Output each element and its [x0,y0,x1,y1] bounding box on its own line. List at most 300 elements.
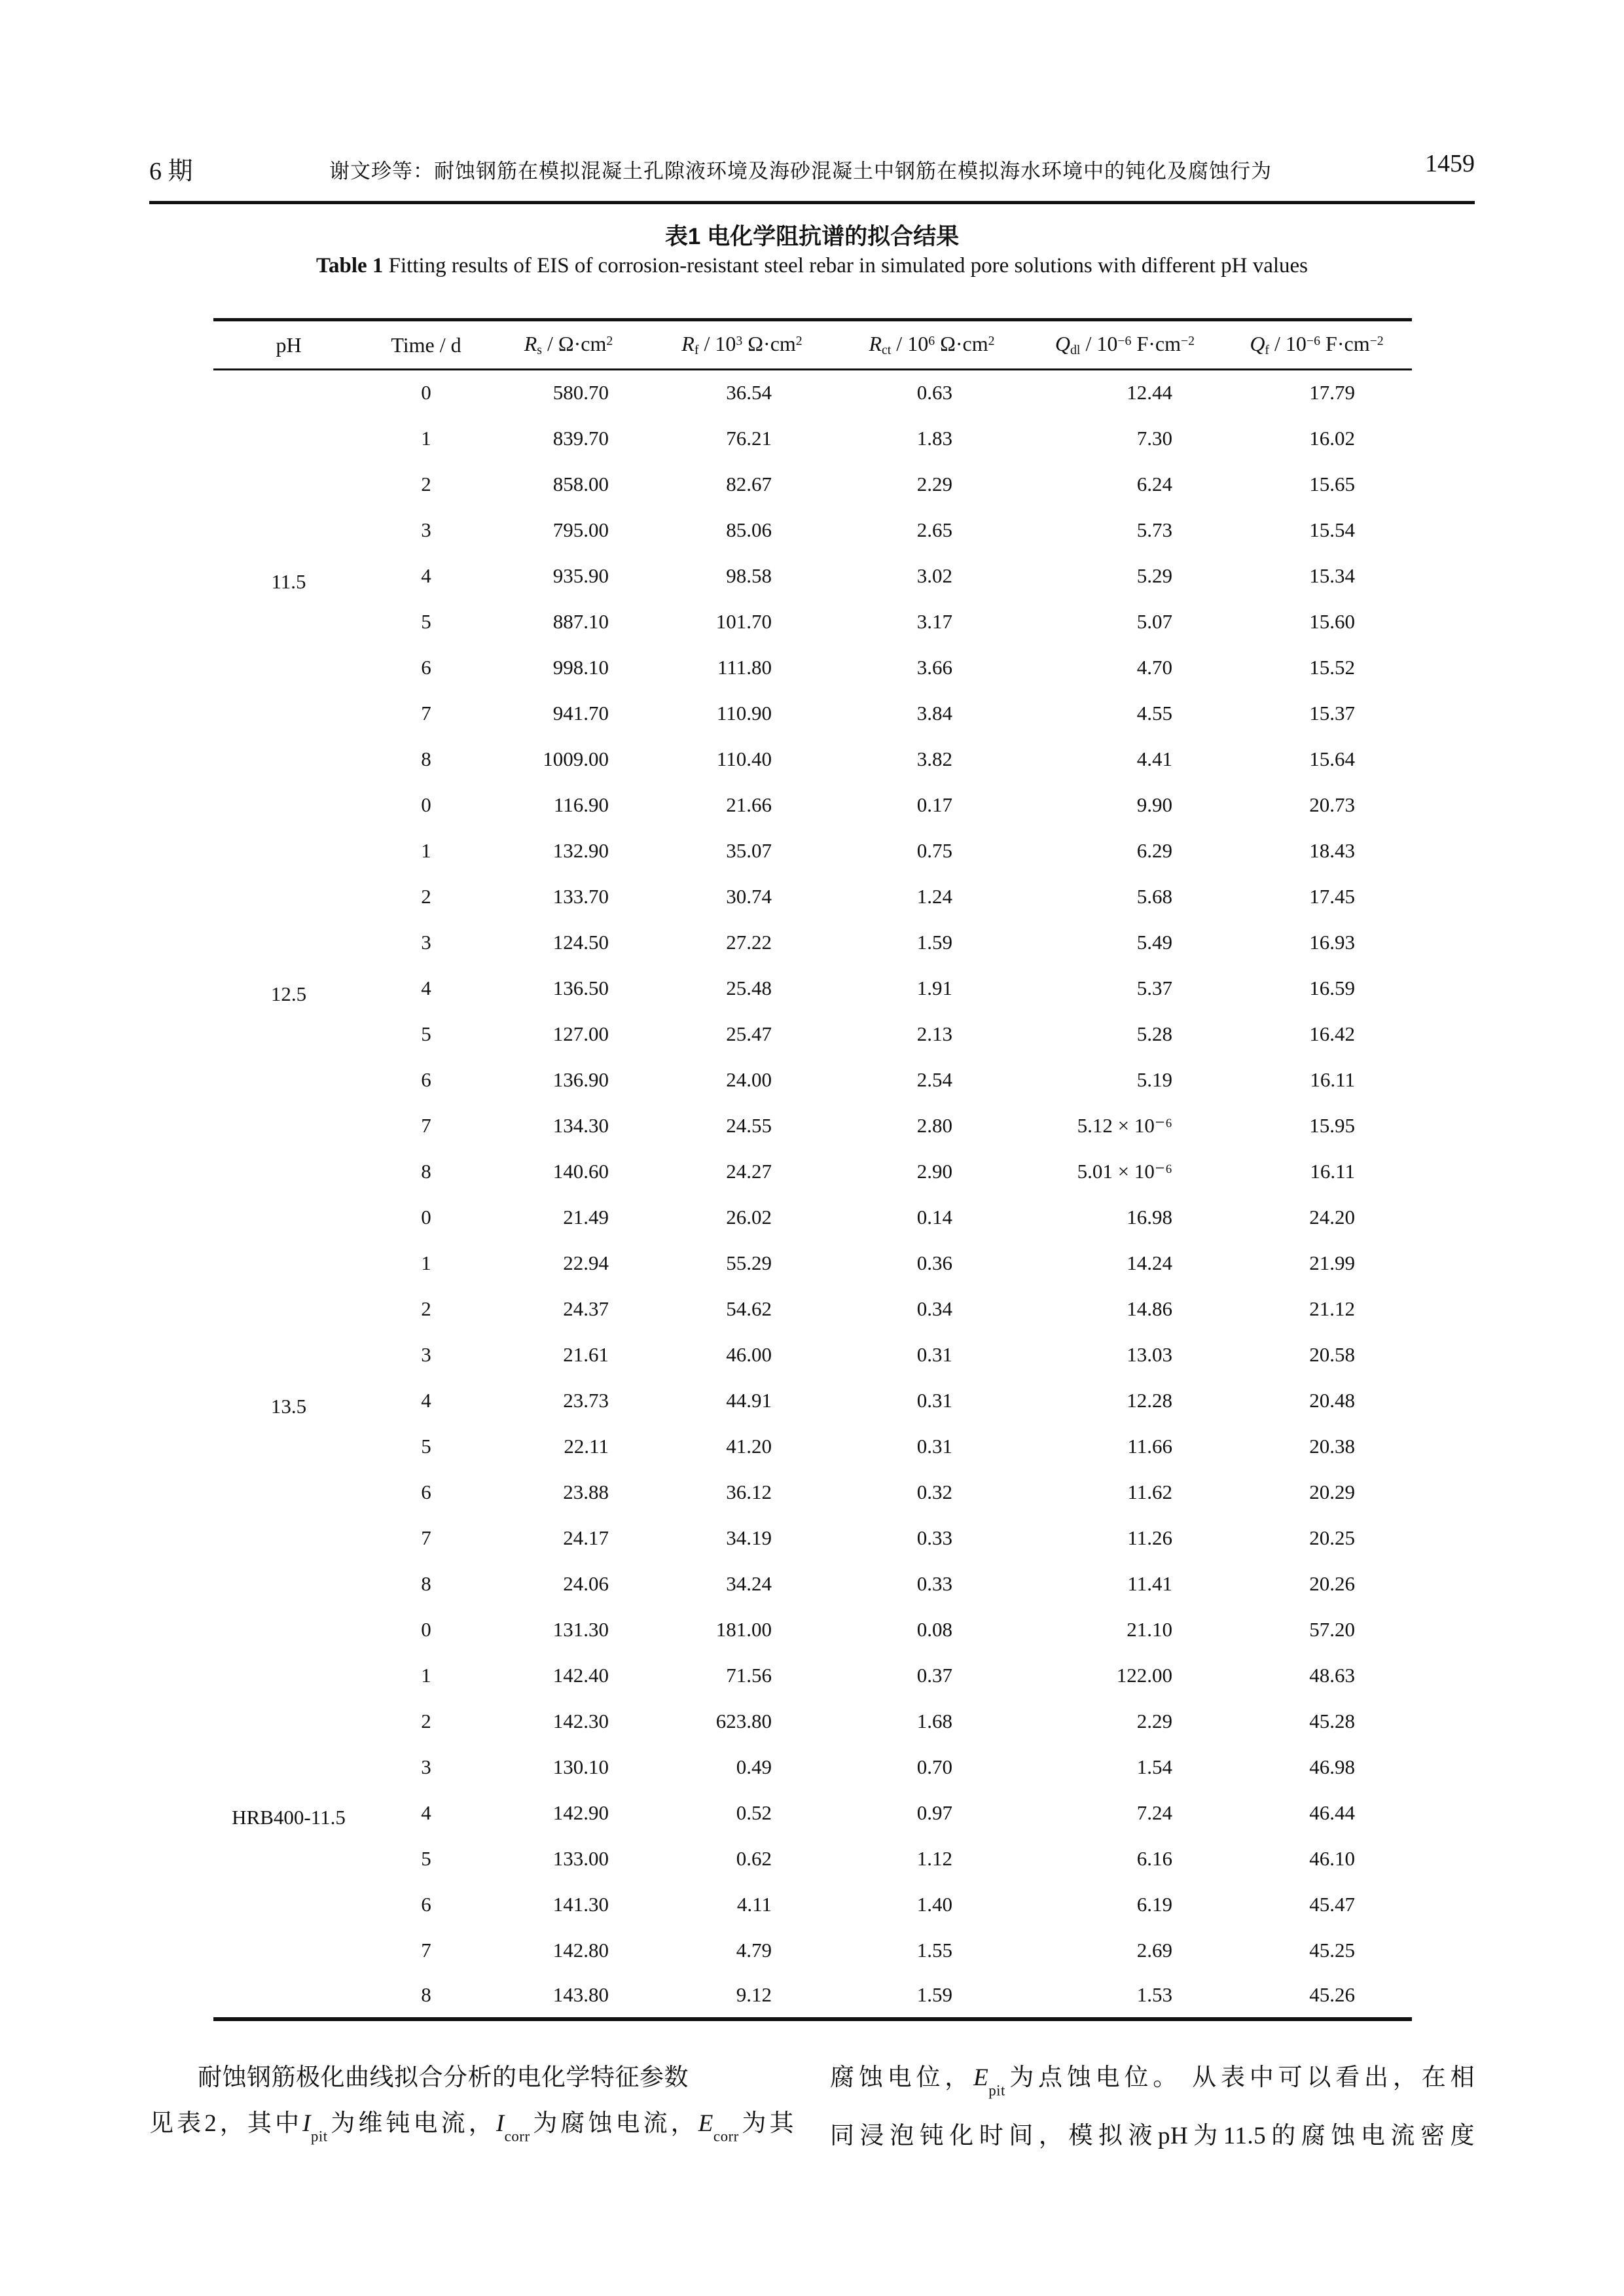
table-caption-en [0,254,1624,278]
value-cell: 1.24 [916,884,952,908]
value-cell: 0.31 [916,1434,952,1458]
time-cell: 2 [421,884,431,908]
text-segment: F·cm [1131,331,1181,355]
value-cell: 5.19 [1136,1067,1172,1091]
value-cell: 0.37 [916,1663,952,1687]
value-cell: 122.00 [1116,1663,1172,1687]
value-cell: 35.07 [726,838,772,862]
time-cell: 1 [421,838,431,862]
col-header-rs [488,320,649,370]
table-row [213,645,1412,691]
value-cell: 27.22 [726,930,772,954]
value-cell: 41.20 [726,1434,772,1458]
value-cell: 4.11 [736,1892,772,1916]
time-cell: 6 [421,1480,431,1503]
value-cell: 142.80 [552,1938,609,1962]
value-cell: 1.59 [916,1983,952,2006]
value-cell: 45.47 [1309,1892,1355,1916]
value-cell: 0.33 [916,1571,952,1595]
value-cell: 143.80 [552,1983,609,2006]
value-cell: 140.60 [552,1159,609,1183]
text-segment: R [869,331,882,355]
value-cell: 6.19 [1136,1892,1172,1916]
text-segment: 为维钝电流， [327,2110,496,2137]
value-cell: 71.56 [726,1663,772,1687]
time-cell: 8 [421,747,431,770]
value-cell: 2.69 [1136,1938,1172,1962]
value-cell: 0.97 [916,1801,952,1824]
value-cell: 18.43 [1309,838,1355,862]
text-segment: pH [276,332,302,357]
table-row [213,1561,1412,1607]
table-row [213,1469,1412,1515]
value-cell: 941.70 [552,701,609,725]
table-body [213,370,1412,2019]
text-segment: f [1265,343,1270,358]
value-cell: 4.41 [1136,747,1172,770]
value-cell: 7.30 [1136,426,1172,450]
value-cell: 15.65 [1309,472,1355,495]
time-cell: 4 [421,1801,431,1824]
table-row [213,1240,1412,1286]
time-cell: 0 [421,381,431,404]
time-cell: 3 [421,1755,431,1778]
table-row [213,1424,1412,1469]
value-cell: 12.44 [1127,381,1172,404]
table-row [213,370,1412,416]
value-cell: 9.12 [736,1983,772,2006]
time-cell: 8 [421,1983,431,2006]
value-cell: 111.80 [717,655,772,679]
value-cell: 858.00 [552,472,609,495]
time-cell: 7 [421,1938,431,1962]
value-cell: 124.50 [552,930,609,954]
text-segment: −6 [1117,333,1132,348]
value-cell: 110.40 [716,747,772,770]
value-cell: 46.10 [1309,1846,1355,1870]
text-segment: 6 [928,333,935,348]
table-row [213,1607,1412,1653]
value-cell: 1.55 [916,1938,952,1962]
value-cell: 4.79 [736,1938,772,1962]
text-segment: −2 [1180,333,1195,348]
value-cell: 0.52 [736,1801,772,1824]
ph-group-label: HRB400-11.5 [232,1806,346,1829]
time-cell: 1 [421,426,431,450]
text-segment: Q [1055,331,1070,355]
value-cell: 48.63 [1309,1663,1355,1687]
table-row [213,1103,1412,1149]
text-segment: 为其 [738,2110,795,2137]
text-segment: 3 [736,333,743,348]
value-cell: 98.58 [726,564,772,587]
eis-fitting-table [213,318,1412,2021]
table-row [213,920,1412,965]
time-cell: 1 [421,1663,431,1687]
ph-group-label: 12.5 [270,982,307,1005]
value-cell: 21.49 [563,1205,609,1229]
col-header-rct [835,320,1028,370]
value-cell: 5.37 [1136,976,1172,999]
value-cell: 2.13 [916,1022,952,1045]
table-row [213,828,1412,874]
page-number: 1459 [1425,150,1475,177]
value-cell: 132.90 [552,838,609,862]
body-text-left-column [149,2055,794,2159]
value-cell: 12.28 [1127,1388,1172,1412]
text-segment: F·cm [1320,331,1370,355]
value-cell: 795.00 [552,518,609,541]
value-cell: 110.90 [716,701,772,725]
value-cell: 1.59 [916,930,952,954]
value-cell: 6.16 [1136,1846,1172,1870]
value-cell: 141.30 [552,1892,609,1916]
value-cell: 11.41 [1127,1571,1172,1595]
text-segment: corr [504,2128,530,2145]
value-cell: 3.02 [916,564,952,587]
value-cell: 11.62 [1127,1480,1172,1503]
value-cell: 5.73 [1136,518,1172,541]
text-segment: 为腐蚀电流， [530,2110,698,2137]
value-cell: 142.90 [552,1801,609,1824]
value-cell: 13.03 [1127,1342,1172,1366]
time-cell: 0 [421,1617,431,1641]
text-segment: 2 [988,333,995,348]
value-cell: 34.19 [726,1526,772,1549]
value-cell: 2.80 [916,1113,952,1137]
value-cell: 9.90 [1136,793,1172,816]
value-cell: 20.38 [1309,1434,1355,1458]
text-segment: 为点蚀电位。 从表中可以看出，在相 [1005,2064,1475,2091]
value-cell: 5.49 [1136,930,1172,954]
value-cell: 24.20 [1309,1205,1355,1229]
text-segment: pit [310,2128,328,2145]
value-cell: 0.17 [916,793,952,816]
value-cell: 6.24 [1136,472,1172,495]
running-head [149,147,1475,186]
text-segment: 2 [606,333,613,348]
time-cell: 6 [421,1067,431,1091]
value-cell: 15.54 [1309,518,1355,541]
table-row [213,1194,1412,1240]
value-cell: 15.64 [1309,747,1355,770]
value-cell: 15.37 [1309,701,1355,725]
table-row [213,1011,1412,1057]
value-cell: 16.11 [1310,1067,1355,1091]
time-cell: 3 [421,1342,431,1366]
body-text-line [149,2101,794,2159]
time-cell: 5 [421,609,431,633]
value-cell: 25.48 [726,976,772,999]
value-cell: 1009.00 [543,747,609,770]
value-cell: 3.82 [916,747,952,770]
table-row [213,1744,1412,1790]
body-text-line [830,2055,1475,2113]
table-row [213,1149,1412,1194]
table-row [213,782,1412,828]
time-cell: 0 [421,793,431,816]
value-cell: 11.26 [1127,1526,1172,1549]
time-cell: 2 [421,1709,431,1732]
text-segment: Q [1250,331,1265,355]
time-cell: 3 [421,930,431,954]
body-text-line [830,2113,1475,2159]
value-cell: 57.20 [1309,1617,1355,1641]
value-cell: 16.11 [1310,1159,1355,1183]
value-cell: 1.68 [916,1709,952,1732]
value-cell: 45.25 [1309,1938,1355,1962]
text-segment: / Ω·cm [541,331,607,355]
table-row [213,736,1412,782]
value-cell: 21.10 [1127,1617,1172,1641]
value-cell: 16.93 [1309,930,1355,954]
value-cell: 11.66 [1127,1434,1172,1458]
value-cell: 142.30 [552,1709,609,1732]
value-cell: 20.29 [1309,1480,1355,1503]
value-cell: 1.83 [916,426,952,450]
value-cell: 21.61 [563,1342,609,1366]
value-cell: 5.01 × 10⁻⁶ [1077,1159,1172,1183]
text-segment: E [698,2110,713,2137]
value-cell: 5.29 [1136,564,1172,587]
value-cell: 20.73 [1309,793,1355,816]
value-cell: 21.66 [726,793,772,816]
value-cell: 14.24 [1127,1251,1172,1274]
value-cell: 2.29 [916,472,952,495]
value-cell: 935.90 [552,564,609,587]
value-cell: 133.70 [552,884,609,908]
table-row [213,1698,1412,1744]
table-row [213,553,1412,599]
value-cell: 26.02 [726,1205,772,1229]
table-row [213,1515,1412,1561]
value-cell: 34.24 [726,1571,772,1595]
body-text-line [149,2055,794,2101]
text-segment: 耐蚀钢筋极化曲线拟合分析的电化学特征参数 [198,2064,689,2091]
value-cell: 0.63 [916,381,952,404]
value-cell: 0.14 [916,1205,952,1229]
value-cell: 17.45 [1309,884,1355,908]
value-cell: 16.02 [1309,426,1355,450]
table-header [213,320,1412,370]
value-cell: 23.88 [563,1480,609,1503]
text-segment: R [524,331,537,355]
value-cell: 134.30 [552,1113,609,1137]
value-cell: 5.68 [1136,884,1172,908]
value-cell: 0.33 [916,1526,952,1549]
table-row [213,461,1412,507]
table-row [213,1378,1412,1424]
col-header-time [364,320,488,370]
value-cell: 2.29 [1136,1709,1172,1732]
value-cell: 3.66 [916,655,952,679]
time-cell: 7 [421,1526,431,1549]
text-segment: I [496,2110,505,2137]
time-cell: 8 [421,1571,431,1595]
value-cell: 130.10 [552,1755,609,1778]
value-cell: 30.74 [726,884,772,908]
value-cell: 22.11 [564,1434,609,1458]
text-segment: / 10 [698,331,736,355]
text-segment: Time / d [391,332,461,357]
value-cell: 4.70 [1136,655,1172,679]
table-row [213,965,1412,1011]
value-cell: 839.70 [552,426,609,450]
value-cell: 0.31 [916,1388,952,1412]
value-cell: 0.08 [916,1617,952,1641]
time-cell: 7 [421,1113,431,1137]
time-cell: 4 [421,564,431,587]
value-cell: 5.12 × 10⁻⁶ [1077,1113,1172,1137]
table-row [213,1973,1412,2019]
col-header-qf [1221,320,1412,370]
value-cell: 0.70 [916,1755,952,1778]
table-row [213,1057,1412,1103]
header-rule [149,201,1475,204]
value-cell: 142.40 [552,1663,609,1687]
table-header-row [213,320,1412,370]
table-caption-zh: 表1 电化学阻抗谱的拟合结果 [664,224,960,249]
value-cell: 1.40 [916,1892,952,1916]
value-cell: 24.55 [726,1113,772,1137]
value-cell: 131.30 [552,1617,609,1641]
value-cell: 6.29 [1136,838,1172,862]
col-header-ph [213,320,364,370]
col-header-qdl [1028,320,1221,370]
table-row [213,874,1412,920]
value-cell: 1.91 [916,976,952,999]
text-segment: f [694,343,699,358]
text-segment: / 10 [1269,331,1307,355]
value-cell: 24.17 [563,1526,609,1549]
text-segment: E [973,2064,989,2091]
value-cell: 0.62 [736,1846,772,1870]
table-row [213,1653,1412,1698]
col-header-rf [649,320,835,370]
time-cell: 8 [421,1159,431,1183]
value-cell: 20.58 [1309,1342,1355,1366]
value-cell: 54.62 [726,1297,772,1320]
table-caption-en-text: Fitting results of EIS of corrosion-resistant steel rebar in simulated pore solutions with different pH values [383,254,1308,278]
value-cell: 998.10 [552,655,609,679]
value-cell: 623.80 [715,1709,772,1732]
value-cell: 3.17 [916,609,952,633]
value-cell: 1.12 [916,1846,952,1870]
value-cell: 3.84 [916,701,952,725]
text-segment: ct [881,343,892,358]
value-cell: 136.50 [552,976,609,999]
table-row [213,416,1412,461]
table-row [213,1836,1412,1882]
value-cell: 20.25 [1309,1526,1355,1549]
value-cell: 36.54 [726,381,772,404]
value-cell: 0.36 [916,1251,952,1274]
table-row [213,599,1412,645]
running-title: 谢文珍等：耐蚀钢筋在模拟混凝土孔隙液环境及海砂混凝土中钢筋在模拟海水环境中的钝化及腐蚀行为 [329,160,1272,183]
value-cell: 22.94 [563,1251,609,1274]
table-row [213,1882,1412,1928]
value-cell: 24.27 [726,1159,772,1183]
value-cell: 36.12 [726,1480,772,1503]
value-cell: 5.28 [1136,1022,1172,1045]
ph-group-label: 13.5 [270,1394,307,1418]
value-cell: 46.00 [726,1342,772,1366]
value-cell: 21.12 [1309,1297,1355,1320]
time-cell: 5 [421,1022,431,1045]
value-cell: 25.47 [726,1022,772,1045]
body-text-right-column [830,2055,1475,2159]
table-row [213,507,1412,553]
time-cell: 5 [421,1846,431,1870]
value-cell: 580.70 [552,381,609,404]
value-cell: 136.90 [552,1067,609,1091]
text-segment: Ω·cm [742,331,796,355]
value-cell: 15.34 [1309,564,1355,587]
value-cell: 116.90 [553,793,609,816]
text-segment: 腐蚀电位， [830,2064,974,2091]
time-cell: 4 [421,976,431,999]
value-cell: 24.00 [726,1067,772,1091]
time-cell: 5 [421,1434,431,1458]
value-cell: 7.24 [1136,1801,1172,1824]
time-cell: 6 [421,655,431,679]
value-cell: 2.54 [916,1067,952,1091]
time-cell: 3 [421,518,431,541]
text-segment: −6 [1306,333,1321,348]
ph-group-label: 11.5 [271,570,306,594]
value-cell: 127.00 [552,1022,609,1045]
table-row [213,1332,1412,1378]
time-cell: 7 [421,701,431,725]
value-cell: 133.00 [552,1846,609,1870]
text-segment: R [681,331,695,355]
table-row [213,691,1412,736]
value-cell: 101.70 [715,609,772,633]
text-segment: I [302,2110,311,2137]
value-cell: 15.95 [1309,1113,1355,1137]
value-cell: 17.79 [1309,381,1355,404]
text-segment: pit [988,2082,1005,2099]
table-row [213,1286,1412,1332]
value-cell: 14.86 [1127,1297,1172,1320]
text-segment: 同浸泡钝化时间，模拟液pH为11.5的腐蚀电流密度 [830,2123,1475,2150]
value-cell: 0.32 [916,1480,952,1503]
value-cell: 46.44 [1309,1801,1355,1824]
value-cell: 16.59 [1309,976,1355,999]
text-segment: −2 [1369,333,1384,348]
table-row [213,1790,1412,1836]
time-cell: 4 [421,1388,431,1412]
value-cell: 44.91 [726,1388,772,1412]
value-cell: 55.29 [726,1251,772,1274]
value-cell: 23.73 [563,1388,609,1412]
value-cell: 181.00 [715,1617,772,1641]
text-segment: 见表2，其中 [149,2110,303,2137]
time-cell: 1 [421,1251,431,1274]
issue-label: 6 期 [149,158,193,185]
text-segment: / 10 [1080,331,1118,355]
value-cell: 2.65 [916,518,952,541]
value-cell: 45.28 [1309,1709,1355,1732]
value-cell: 82.67 [726,472,772,495]
value-cell: 16.98 [1127,1205,1172,1229]
text-segment: / 10 [891,331,929,355]
text-segment: dl [1070,343,1081,358]
value-cell: 21.99 [1309,1251,1355,1274]
time-cell: 0 [421,1205,431,1229]
text-segment: 2 [795,333,803,348]
value-cell: 24.37 [563,1297,609,1320]
